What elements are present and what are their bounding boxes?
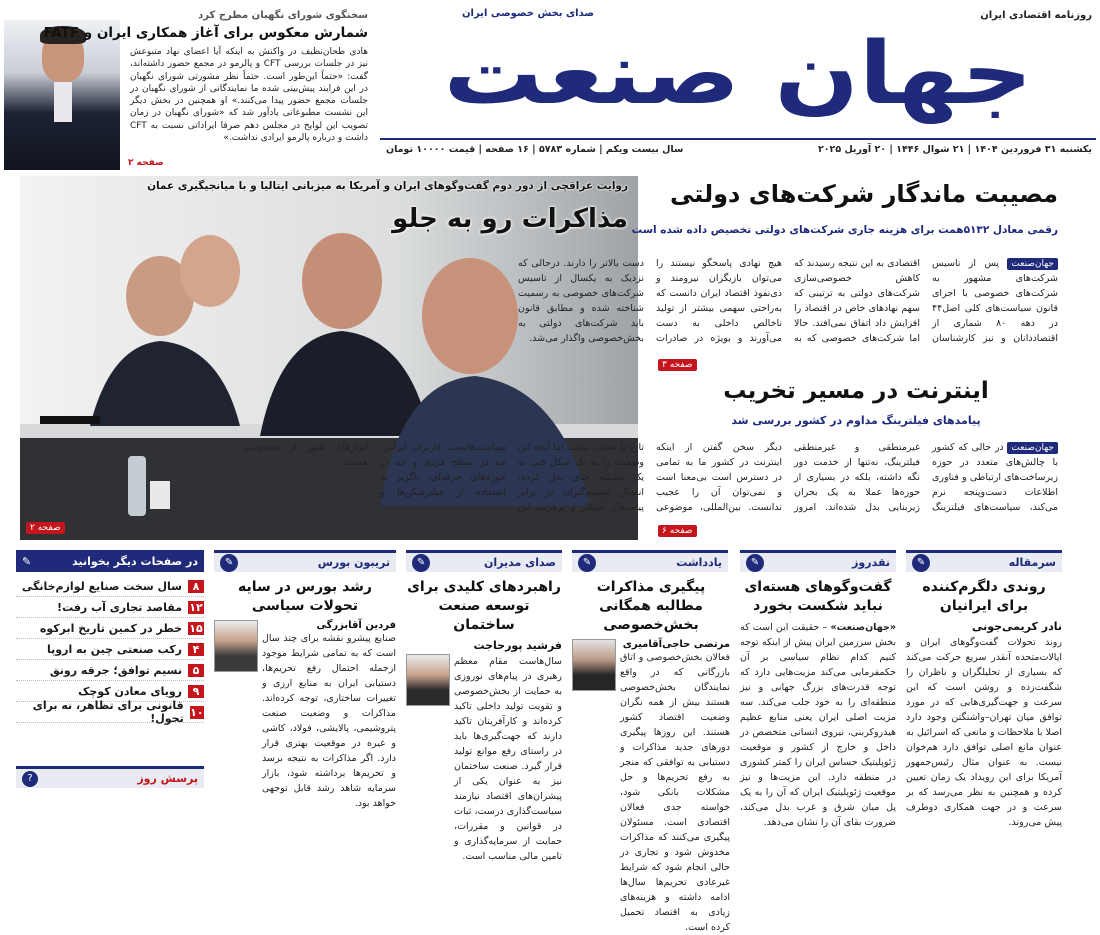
story-kicker: سخنگوی شورای نگهبان مطرح کرد <box>198 10 368 21</box>
section-header-note: یادداشت ✎ <box>572 550 728 572</box>
critique-title[interactable]: گفت‌وگوهای هسته‌ای نباید شکست بخورد <box>744 579 892 614</box>
note-body: فعالان بخش‌خصوصی و اتاق بازرگانی که در واقع نمایندگان بخش‌خصوصی هستند بیش از همه نگران وضعیت اقتصاد کشور هستند. این روزها پیگیری دورهای جدید مذاکرات و دستیابی به توافقی که منجر به رفع تحریم‌ها و حل مشکلات بانکی شود، خواسته جدی فعالان اقتصادی است. مسئولان پیگیری می‌کنند که مذاکرات مخدوش شود و تجاری در حالی انجام شود که شرایط غیرعادی تحریم‌ها سال‌ها ادامه داشته و هزینه‌های زیادی به اقتصاد تحمیل کرده است. <box>620 652 730 933</box>
newspaper-subtitle: روزنامه اقتصادی ایران <box>980 10 1092 21</box>
section-header-editorial: سرمقاله ✎ <box>906 550 1062 572</box>
story1-subhead: رقمی معادل ۵۱۳۲همت برای هزینه جاری شرکت‌های دولتی تخصیص داده شده است <box>631 224 1058 236</box>
story1-headline[interactable]: مصیبت ماندگار شرکت‌های دولتی <box>670 180 1058 208</box>
spokesman-photo <box>4 20 120 170</box>
critique-author: «جهان‌صنعت» <box>830 622 896 633</box>
newspaper-logo: جهان صنعت <box>443 24 1033 124</box>
pen-icon: ✎ <box>22 554 32 568</box>
story-internet <box>242 374 1058 538</box>
list-item[interactable]: ۴ رکب صنعتی چین به اروپا <box>16 639 204 660</box>
masthead-rule <box>380 138 1096 140</box>
water-bottle <box>128 456 146 516</box>
source-badge: جهان‌صنعت <box>1007 258 1058 270</box>
managers-column <box>406 578 562 862</box>
author-portrait <box>214 620 258 672</box>
story-body: هادی طحان‌نظیف در واکنش به اینکه آیا اعضای نهاد متبوعش نیز در جلسات بررسی CFT و پالرمو در مجمع حضور داشته‌اند، گفت: «حتماً این‌طور است. حتماً نظر مشورتی شورای نگهبان در این فرایند پیش‌بینی شده ما نمایندگانی از شورای نگهبان در جلسات مجمع حضور پیدا می‌کنند.» او همچنین در بخش دیگر این نشست مطبوعاتی یادآور شد که «شورای نگهبان در زمان تصویب این لوایح در مجلس دهم صرفا ایراداتی نسبت به CFT داشت و درباره پالرمو ایرادی نداشت.» <box>130 47 368 144</box>
date-line: یکشنبه ۳۱ فروردین ۱۴۰۴ | ۲۱ شوال ۱۴۴۶ | ۲۰ آوریل ۲۰۲۵ <box>817 144 1092 155</box>
person-3-head <box>302 233 382 329</box>
pen-icon: ✎ <box>578 554 596 572</box>
story1-page-reference[interactable]: صفحه ۳ <box>658 352 697 371</box>
person-2-head <box>180 235 240 307</box>
section-header-critique: نقدروز ✎ <box>740 550 896 572</box>
note-column <box>572 578 730 933</box>
person-4-head <box>422 258 518 374</box>
author-portrait <box>406 654 450 706</box>
story2-subhead: پیامدهای فیلترینگ مداوم در کشور بررسی شد <box>731 414 981 427</box>
photo-kicker: روایت عراقچی از دور دوم گفت‌وگوهای ایران و آمریکا به میزبانی ایتالیا و با میانجیگیری عمان <box>147 180 628 192</box>
editorial-body: روند تحولات گفت‌وگوهای ایران و ایالات‌متحده آنقدر سریع حرکت می‌کند که بسیاری از تحلیلگران و ناظران را شگفت‌زده و روشن است که این سرعت و جهت‌گیری‌هایی که در مورد توافق میان تهران–واشنگتن وجود دارد اصلا با ملاحظات و مانعی که اسرائیل به عنوان مانع اصلی توافق دارد هم‌خوان نیست. به عنوان مثال رئیس‌جمهور آمریکا برای این رویداد یک زمان تعیین کرده و همچنین به نظر می‌رسد که بر سرعت و در جهت همکاری دوطرف پیش می‌روند. <box>906 637 1062 828</box>
stock-title[interactable]: رشد بورس در سایه تحولات سیاسی <box>238 579 372 614</box>
page-reference[interactable]: صفحه ۲ <box>128 158 164 168</box>
photo-page-reference[interactable]: صفحه ۲ <box>26 515 65 534</box>
pen-icon: ✎ <box>412 554 430 572</box>
story-state-companies <box>518 176 1058 370</box>
critique-column <box>740 578 896 828</box>
story2-headline[interactable]: اینترنت در مسیر تخریب <box>723 378 989 404</box>
source-badge-2: جهان‌صنعت <box>1007 442 1058 454</box>
story-headline[interactable]: شمارش معکوس برای آغاز همکاری ایران و FATF <box>43 25 368 41</box>
list-item[interactable]: ۱۰ قانونی برای تظاهر، نه برای تحول! <box>16 702 204 723</box>
question-icon: ? <box>22 771 38 787</box>
other-pages-sidebar <box>16 550 204 796</box>
sidebar-list <box>16 572 204 723</box>
issue-line: سال بیست ویکم | شماره ۵۷۸۳ | ۱۶ صفحه | قیمت ۱۰۰۰۰ تومان <box>386 144 684 155</box>
author-portrait <box>572 639 616 691</box>
managers-title[interactable]: راهبردهای کلیدی برای توسعه صنعت ساختمان <box>407 579 561 633</box>
managers-author: فرشید پورحاجت <box>473 639 562 652</box>
note-title[interactable]: پیگیری مذاکرات مطالبه همگانی بخش‌خصوصی <box>596 579 706 633</box>
pen-icon: ✎ <box>220 554 238 572</box>
editorial-author: نادر کریمی‌جونی <box>971 620 1062 633</box>
story1-body: جهان‌صنعت پس از تاسیس شرکت‌های مشهور به شرکت‌های خصوصی با اجرای قانون سیاست‌های کلی اصل۴۴ در دهه ۸۰ شماری از اقتصاددانان و نیز کارشناسان اقتصادی به این نتیجه رسیدند که کاهش خصوصی‌سازی شرکت‌های دولتی به ترتیبی که سهم نهادهای خاص در اقتصاد را افزایش داد اتفاق نمی‌افتد. حالا اما شرکت‌های خصوصی که به هیچ نهادی پاسخگو نیستند را می‌توان بازیگران نیرومند و ذی‌نفوذ اقتصاد ایران دانست که به‌راحتی سهمی بیشتر از تولید ناخالص داخلی به دست می‌آورند و بویژه در صادرات دست بالاتر را دارند. درحالی که نزدیک به یکسال از تاسیس شرکت‌های خصوصی به رسمیت شناخته شده و مطابق قانون باید شرکت‌های دولتی به بخش‌خصوصی واگذار می‌شد. <box>518 258 1058 344</box>
list-item[interactable]: ۱۲ مقاصد تجاری آب رفت! <box>16 597 204 618</box>
poll-header[interactable]: پرسش روز ? <box>16 766 204 788</box>
note-author: مرتضی حاجی‌آقامیری <box>622 639 730 650</box>
section-header-managers: صدای مدیران ✎ <box>406 550 562 572</box>
photo-headline[interactable]: مذاکرات رو به جلو <box>392 204 628 234</box>
pen-icon: ✎ <box>746 554 764 572</box>
story2-body: جهان‌صنعت در حالی که کشور با چالش‌های متعدد در حوزه زیرساخت‌های ارتباطی و فناوری اطلاعات دست‌وپنجه نرم می‌کند، سیاست‌های فیلترینگ غیرمنطقی و غیرمنطقی فیلترینگ، نه‌تنها از خدمت دور نگه داشته، بلکه در بسیاری از حوزه‌ها عملا به یک بحران زیربنایی بدل شده‌اند. امروز دیگر سخن گفتن از اینکه اینترنت در کشور ما به تمامی در دسترس است بی‌معنا است و نمی‌توان آن را عجیب ندانست. بین‌المللی، موضوعی تازه یا عجیب نیست اما آنچه این وضعیت را به یک شکل فنی به یک مسئله جدی بدل کرده، انفعال تصمیم‌گیران در برابر پیامدهای آشکار و پرهزینه این سیاست‌هاست. کاربران ایرانی، چه در سطح فردی و چه در حوزه‌های حرفه‌ای، ناگزیر به استفاده از فیلترشکن‌ها و ابزارهای عبور از محدودیت هستند. <box>242 442 1058 513</box>
shirt-shape <box>54 82 72 122</box>
sidebar-header: در صفحات دیگر بخوانید ✎ <box>16 550 204 572</box>
stock-author: فردین آقابزرگی <box>316 620 396 631</box>
stock-column <box>214 578 396 809</box>
top-left-story <box>4 8 374 168</box>
managers-body: سال‌هاست مقام معظم رهبری در پیام‌های نوروزی به حمایت از بخش‌خصوصی و تقویت تولید داخلی تاکید کرده‌اند و کارآفرینان تاکید دارند که جهت‌گیری‌ها باید در راستای رفع موانع تولید قرار گیرد. صنعت ساختمان نیز به عنوان یکی از پیشران‌های اقتصاد نیازمند سیاست‌گذاری درست، ثبات در قوانین و مقررات، حمایت از سرمایه‌گذاری و تامین مالی مناسب است. <box>454 656 562 862</box>
stock-body: صنایع پیشرو نقشه برای چند سال است که به تمامی شرایط موجود ازجمله احتمال رفع تحریم‌ها، دستیابی ایران به منابع ارزی و تغییرات ساختاری، توجه کرده‌اند. مذاکرات و وضعیت صنعت پتروشیمی، پالایشی، فولاد، کاشی و غیره در موقعیت بهتری قرار دارد. اگر مذاکرات به نتیجه برسد و تحریم‌ها برداشته شود، بازار سرمایه شاهد رشد قابل توجهی خواهد بود. <box>262 633 396 809</box>
pen-icon: ✎ <box>912 554 930 572</box>
newspaper-slogan: صدای بخش خصوصی ایران <box>462 8 595 19</box>
microphone-base <box>40 416 100 424</box>
list-item[interactable]: ۹ رویای معادن کوچک <box>16 681 204 702</box>
list-item[interactable]: ۸ سال سخت صنایع لوازم‌خانگی <box>16 576 204 597</box>
editorial-column <box>906 578 1062 828</box>
editorial-title[interactable]: روندی دلگرم‌کننده برای ایرانیان <box>922 579 1046 614</box>
section-header-stock: تریبون بورس ✎ <box>214 550 396 572</box>
list-item[interactable]: ۱۵ خطر در کمین تاریخ ابرکوه <box>16 618 204 639</box>
story2-page-reference[interactable]: صفحه ۶ <box>658 518 697 537</box>
critique-body: – حقیقت این است که بخش سرزمین ایران پیش از اینکه توجه کنیم کدام نظام سیاسی بر آن حکمفرمایی می‌کند مزیت‌هایی دارد که توجه قدرت‌های بزرگ جهانی و نیز منطقه‌ای را به خود جلب می‌کند. سه مزیت اصلی ایران یعنی منابع عظیم هیدروکربنی، نیروی انسانی متخصص در داخل و خارج از کشور و موقعیت ژئوپلیتیک حساس ایران را کمتر کشوری در منطقه دارد. این مزیت‌ها و نیز موقعیت ژئوپلیتیک ایران که آن را به یک پل میان شرق و غرب بدل می‌کند، ضرورت بقای آن را نشان می‌دهد. <box>740 622 896 828</box>
list-item[interactable]: ۵ نسیم توافق؛ جرقه رونق <box>16 660 204 681</box>
masthead <box>380 4 1096 162</box>
cup <box>150 481 170 509</box>
